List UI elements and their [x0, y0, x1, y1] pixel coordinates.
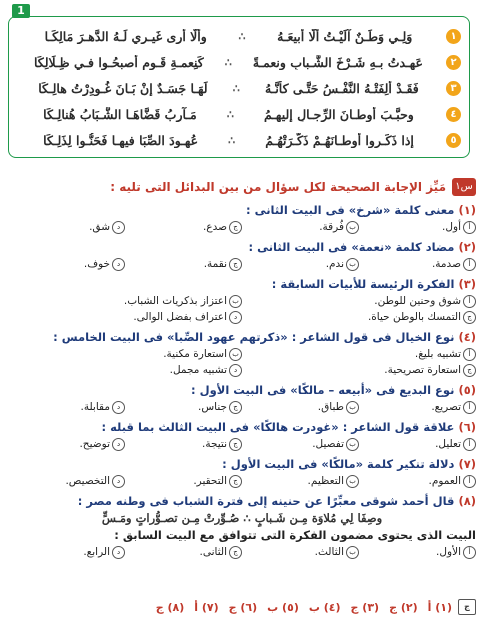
option-letter: د — [112, 401, 125, 414]
verse-separator: ∴ — [226, 107, 234, 121]
verse-first-hemistich: فَقَـدْ أَلِفَتْـهُ النَّفْـسُ حَتَّـى كأنَّـهُ — [264, 80, 419, 96]
question-prompt: نوع الخيال فى قول الشاعر : «ذكرتهم عهود الصِّبا» فى البيت الخامس : — [53, 330, 455, 344]
option-letter: ج — [229, 475, 242, 488]
verse-first-hemistich: إذا ذَكَـروا أوطـانَهُـمْ ذَكَّـرَتْهُـمُ — [265, 132, 414, 148]
option-text: ندم. — [325, 258, 344, 270]
question — [8, 239, 476, 272]
option-letter: ب — [229, 295, 242, 308]
options-row — [8, 544, 476, 560]
option-text: طباق. — [317, 401, 344, 413]
option-text: توضيح. — [79, 438, 110, 450]
answer-option[interactable] — [125, 399, 242, 415]
answer-option[interactable] — [8, 544, 125, 560]
answer-option[interactable] — [242, 309, 476, 325]
answer-option[interactable] — [242, 473, 359, 489]
option-letter: د — [112, 221, 125, 234]
answer-option[interactable] — [125, 256, 242, 272]
questions-list — [8, 202, 476, 564]
verse-first-hemistich: وَلِـي وَطَـنٌ آلَيْـتُ ألَّا أبيعَـهُ — [277, 28, 413, 44]
option-letter: ب — [346, 475, 359, 488]
answer-key-item: (١) أ — [427, 600, 452, 614]
answer-key-item: (٧) أ — [194, 600, 219, 614]
option-letter: ج — [229, 546, 242, 559]
question-text — [8, 493, 476, 510]
question-text — [8, 456, 476, 473]
question-prompt: معنى كلمة «شرخ» فى البيت الثانى : — [245, 203, 455, 217]
question-number: (١) — [458, 203, 476, 217]
answer-key-item: (٨) ج — [155, 600, 185, 614]
option-text: شق. — [89, 221, 110, 233]
answer-option[interactable] — [125, 473, 242, 489]
answer-option[interactable] — [125, 219, 242, 235]
question — [8, 382, 476, 415]
answer-key-item: (٢) ج — [389, 600, 418, 614]
option-text: نتيجة. — [201, 438, 227, 450]
option-text: صدمة. — [431, 258, 461, 270]
option-text: فُرقة. — [319, 221, 344, 233]
answer-key-item: (٥) ب — [267, 600, 299, 614]
answer-option[interactable] — [8, 293, 242, 309]
options-row — [8, 293, 476, 325]
question-text — [8, 276, 476, 293]
option-text: التمسك بالوطن حياة. — [367, 311, 461, 323]
option-letter: ب — [229, 348, 242, 361]
option-text: الأول. — [436, 546, 461, 558]
answer-option[interactable] — [359, 219, 476, 235]
answer-option[interactable] — [8, 219, 125, 235]
option-letter: ج — [229, 221, 242, 234]
answer-option[interactable] — [359, 436, 476, 452]
option-text: اعتزاز بذكريات الشباب. — [123, 295, 227, 307]
poem-verse — [17, 49, 461, 75]
poem-verse — [17, 23, 461, 49]
poem-box — [8, 16, 470, 158]
verse-first-hemistich: وحبَّـبَ أوطـانَ الرِّجـالِ إليهِـمُ — [263, 106, 414, 122]
option-letter: أ — [463, 438, 476, 451]
answer-option[interactable] — [242, 399, 359, 415]
question-number: (٣) — [458, 277, 476, 291]
verse-first-hemistich: عَهِـدتُ بـهِ شَـرْخَ الشَّـبابِ ونعمـةً — [252, 54, 423, 70]
option-text: الثانى. — [199, 546, 227, 558]
option-text: العموم. — [428, 475, 461, 487]
question-prompt: مضاد كلمة «نعمة» فى البيت الثانى : — [248, 240, 455, 254]
question-text — [8, 202, 476, 219]
option-letter: أ — [463, 295, 476, 308]
question-number: (٢) — [458, 240, 476, 254]
option-letter: د — [112, 438, 125, 451]
poem-verse — [17, 127, 461, 153]
option-letter: ج — [229, 401, 242, 414]
question-followup: البيت الذى يحتوى مضمون الفكرة التى تتوافق مع البيت السابق : — [114, 528, 476, 542]
answer-option[interactable] — [8, 309, 242, 325]
question-prompt: قال أحمد شوقى معبِّرًا عن حنينه إلى فترة الشباب فى وطنه مصر : — [77, 494, 455, 508]
option-text: اعتراف بفضل الوالى. — [133, 311, 227, 323]
question — [8, 456, 476, 489]
verse-number: ٣ — [446, 81, 461, 96]
answer-option[interactable] — [242, 293, 476, 309]
answer-option[interactable] — [242, 346, 476, 362]
poem-verse — [17, 75, 461, 101]
option-letter: أ — [463, 258, 476, 271]
answer-key — [8, 598, 476, 616]
answer-key-icon: ج — [458, 599, 476, 615]
answer-key-item: (٣) ج — [350, 600, 380, 614]
answer-option[interactable] — [359, 256, 476, 272]
answer-option[interactable] — [125, 544, 242, 560]
option-letter: أ — [463, 221, 476, 234]
option-text: الثالث. — [314, 546, 344, 558]
verse-number: ١ — [446, 29, 461, 44]
option-letter: أ — [463, 401, 476, 414]
verse-number: ٤ — [446, 107, 461, 122]
question-prompt: الفكرة الرئيسة للأبيات السابقة : — [271, 277, 455, 291]
verse-separator: ∴ — [228, 133, 236, 147]
verse-second-hemistich: عُهـودَ الصِّبَا فيهـا فَحَنُّـوا لِذَلِـكَا — [43, 132, 199, 148]
option-text: تعليل. — [435, 438, 461, 450]
question — [8, 493, 476, 560]
option-text: جناس. — [197, 401, 227, 413]
answer-option[interactable] — [8, 399, 125, 415]
question-prompt: دلالة تنكير كلمة «مالكًا» فى البيت الأول : — [222, 457, 455, 471]
quoted-verse-first: وصِفَا لِي مُلاوَة مِـن شَـبابٍ — [254, 511, 383, 525]
options-row — [8, 219, 476, 235]
answer-option[interactable] — [359, 399, 476, 415]
answer-option[interactable] — [8, 256, 125, 272]
answer-option[interactable] — [8, 473, 125, 489]
answer-option[interactable] — [8, 436, 125, 452]
option-letter: د — [229, 311, 242, 324]
option-text: التحقير. — [193, 475, 227, 487]
question-number: (٥) — [458, 383, 476, 397]
question — [8, 202, 476, 235]
option-letter: د — [112, 258, 125, 271]
instruction-text: مَيِّز الإجابة الصحيحة لكل سؤال من بين البدائل التى تليه : — [110, 180, 446, 194]
question — [8, 276, 476, 325]
verse-number: ٢ — [446, 55, 461, 70]
option-text: خوف. — [83, 258, 110, 270]
answer-option[interactable] — [242, 436, 359, 452]
option-text: تشبيه مجمل. — [169, 364, 227, 376]
option-text: التخصيص. — [65, 475, 110, 487]
question-number: (٦) — [458, 420, 476, 434]
quoted-verse-second: صُـوِّرتْ مِـن تصـوُّراتٍ ومَـسٍّ — [101, 511, 240, 525]
option-letter: ب — [346, 258, 359, 271]
question-number: (٧) — [458, 457, 476, 471]
quoted-verse — [8, 510, 476, 527]
option-letter: أ — [463, 475, 476, 488]
option-letter: ج — [229, 438, 242, 451]
poem-verse — [17, 101, 461, 127]
verse-second-hemistich: لَهَـا جَسَـدٌ إنْ بَـانَ غُـودِرْتُ هالِـكَا — [38, 80, 208, 96]
option-letter: ب — [346, 221, 359, 234]
question-text — [8, 239, 476, 256]
option-text: التعظيم. — [307, 475, 344, 487]
options-row — [8, 436, 476, 452]
verse-separator: ∴ — [238, 29, 246, 43]
verse-second-hemistich: وألَّا أرى غَيـري لَـهُ الدَّهـرَ مَالِكَـا — [44, 28, 207, 44]
option-letter: ب — [346, 546, 359, 559]
option-letter: أ — [463, 546, 476, 559]
option-letter: ب — [346, 401, 359, 414]
page-tab-number: 1 — [12, 4, 30, 18]
answer-option[interactable] — [242, 362, 476, 378]
verse-second-hemistich: مَـآرِبُ قَضَّاهَـا الشَّـبَابُ هُنالِـكَا — [43, 106, 197, 122]
option-letter: ج — [463, 311, 476, 324]
option-text: تفصيل. — [312, 438, 344, 450]
question-prompt: نوع البديع فى «أبيعه – مالكًا» فى البيت الأول : — [191, 383, 455, 397]
answer-option[interactable] — [8, 362, 242, 378]
question-prompt: علاقة قول الشاعر : «غودرت هالكًا» فى البيت الثالث بما قبله : — [101, 420, 455, 434]
option-text: مقابلة. — [80, 401, 110, 413]
question-text — [8, 329, 476, 346]
options-row — [8, 256, 476, 272]
option-text: استعارة مكنية. — [163, 348, 227, 360]
answer-key-item: (٦) ج — [228, 600, 258, 614]
question — [8, 329, 476, 378]
section-header — [8, 176, 476, 198]
answer-key-list — [156, 601, 452, 614]
option-letter: ج — [229, 258, 242, 271]
option-text: نقمة. — [203, 258, 227, 270]
question-text — [8, 419, 476, 436]
option-letter: أ — [463, 348, 476, 361]
answer-key-item: (٤) ب — [308, 600, 341, 614]
question — [8, 419, 476, 452]
option-text: الرابع. — [83, 546, 110, 558]
options-row — [8, 346, 476, 378]
verse-separator: ∴ — [224, 55, 232, 69]
option-letter: ج — [463, 364, 476, 377]
question-number: (٨) — [458, 494, 476, 508]
answer-option[interactable] — [242, 219, 359, 235]
answer-option[interactable] — [8, 346, 242, 362]
option-letter: د — [112, 546, 125, 559]
verse-second-hemistich: كَنِعمـةِ قَـومٍ أصبحُـوا فـي ظِـلَالِكَا — [34, 54, 204, 70]
answer-option[interactable] — [359, 473, 476, 489]
answer-option[interactable] — [242, 256, 359, 272]
option-text: شوق وحنين للوطن. — [374, 295, 461, 307]
answer-option[interactable] — [125, 436, 242, 452]
options-row — [8, 399, 476, 415]
option-text: تصريع. — [431, 401, 461, 413]
option-letter: د — [112, 475, 125, 488]
option-letter: ب — [346, 438, 359, 451]
answer-option[interactable] — [242, 544, 359, 560]
question-text — [8, 382, 476, 399]
verse-separator: ∴ — [232, 81, 240, 95]
question-number: (٤) — [458, 330, 476, 344]
section-badge: س١ — [452, 178, 476, 196]
option-letter: د — [229, 364, 242, 377]
option-text: تشبيه بليغ. — [414, 348, 461, 360]
option-text: استعارة تصريحية. — [384, 364, 461, 376]
option-text: أول. — [442, 221, 461, 233]
option-text: صدع. — [202, 221, 227, 233]
verse-separator: ∴ — [239, 511, 255, 525]
answer-option[interactable] — [359, 544, 476, 560]
verse-number: ٥ — [446, 133, 461, 148]
options-row — [8, 473, 476, 489]
